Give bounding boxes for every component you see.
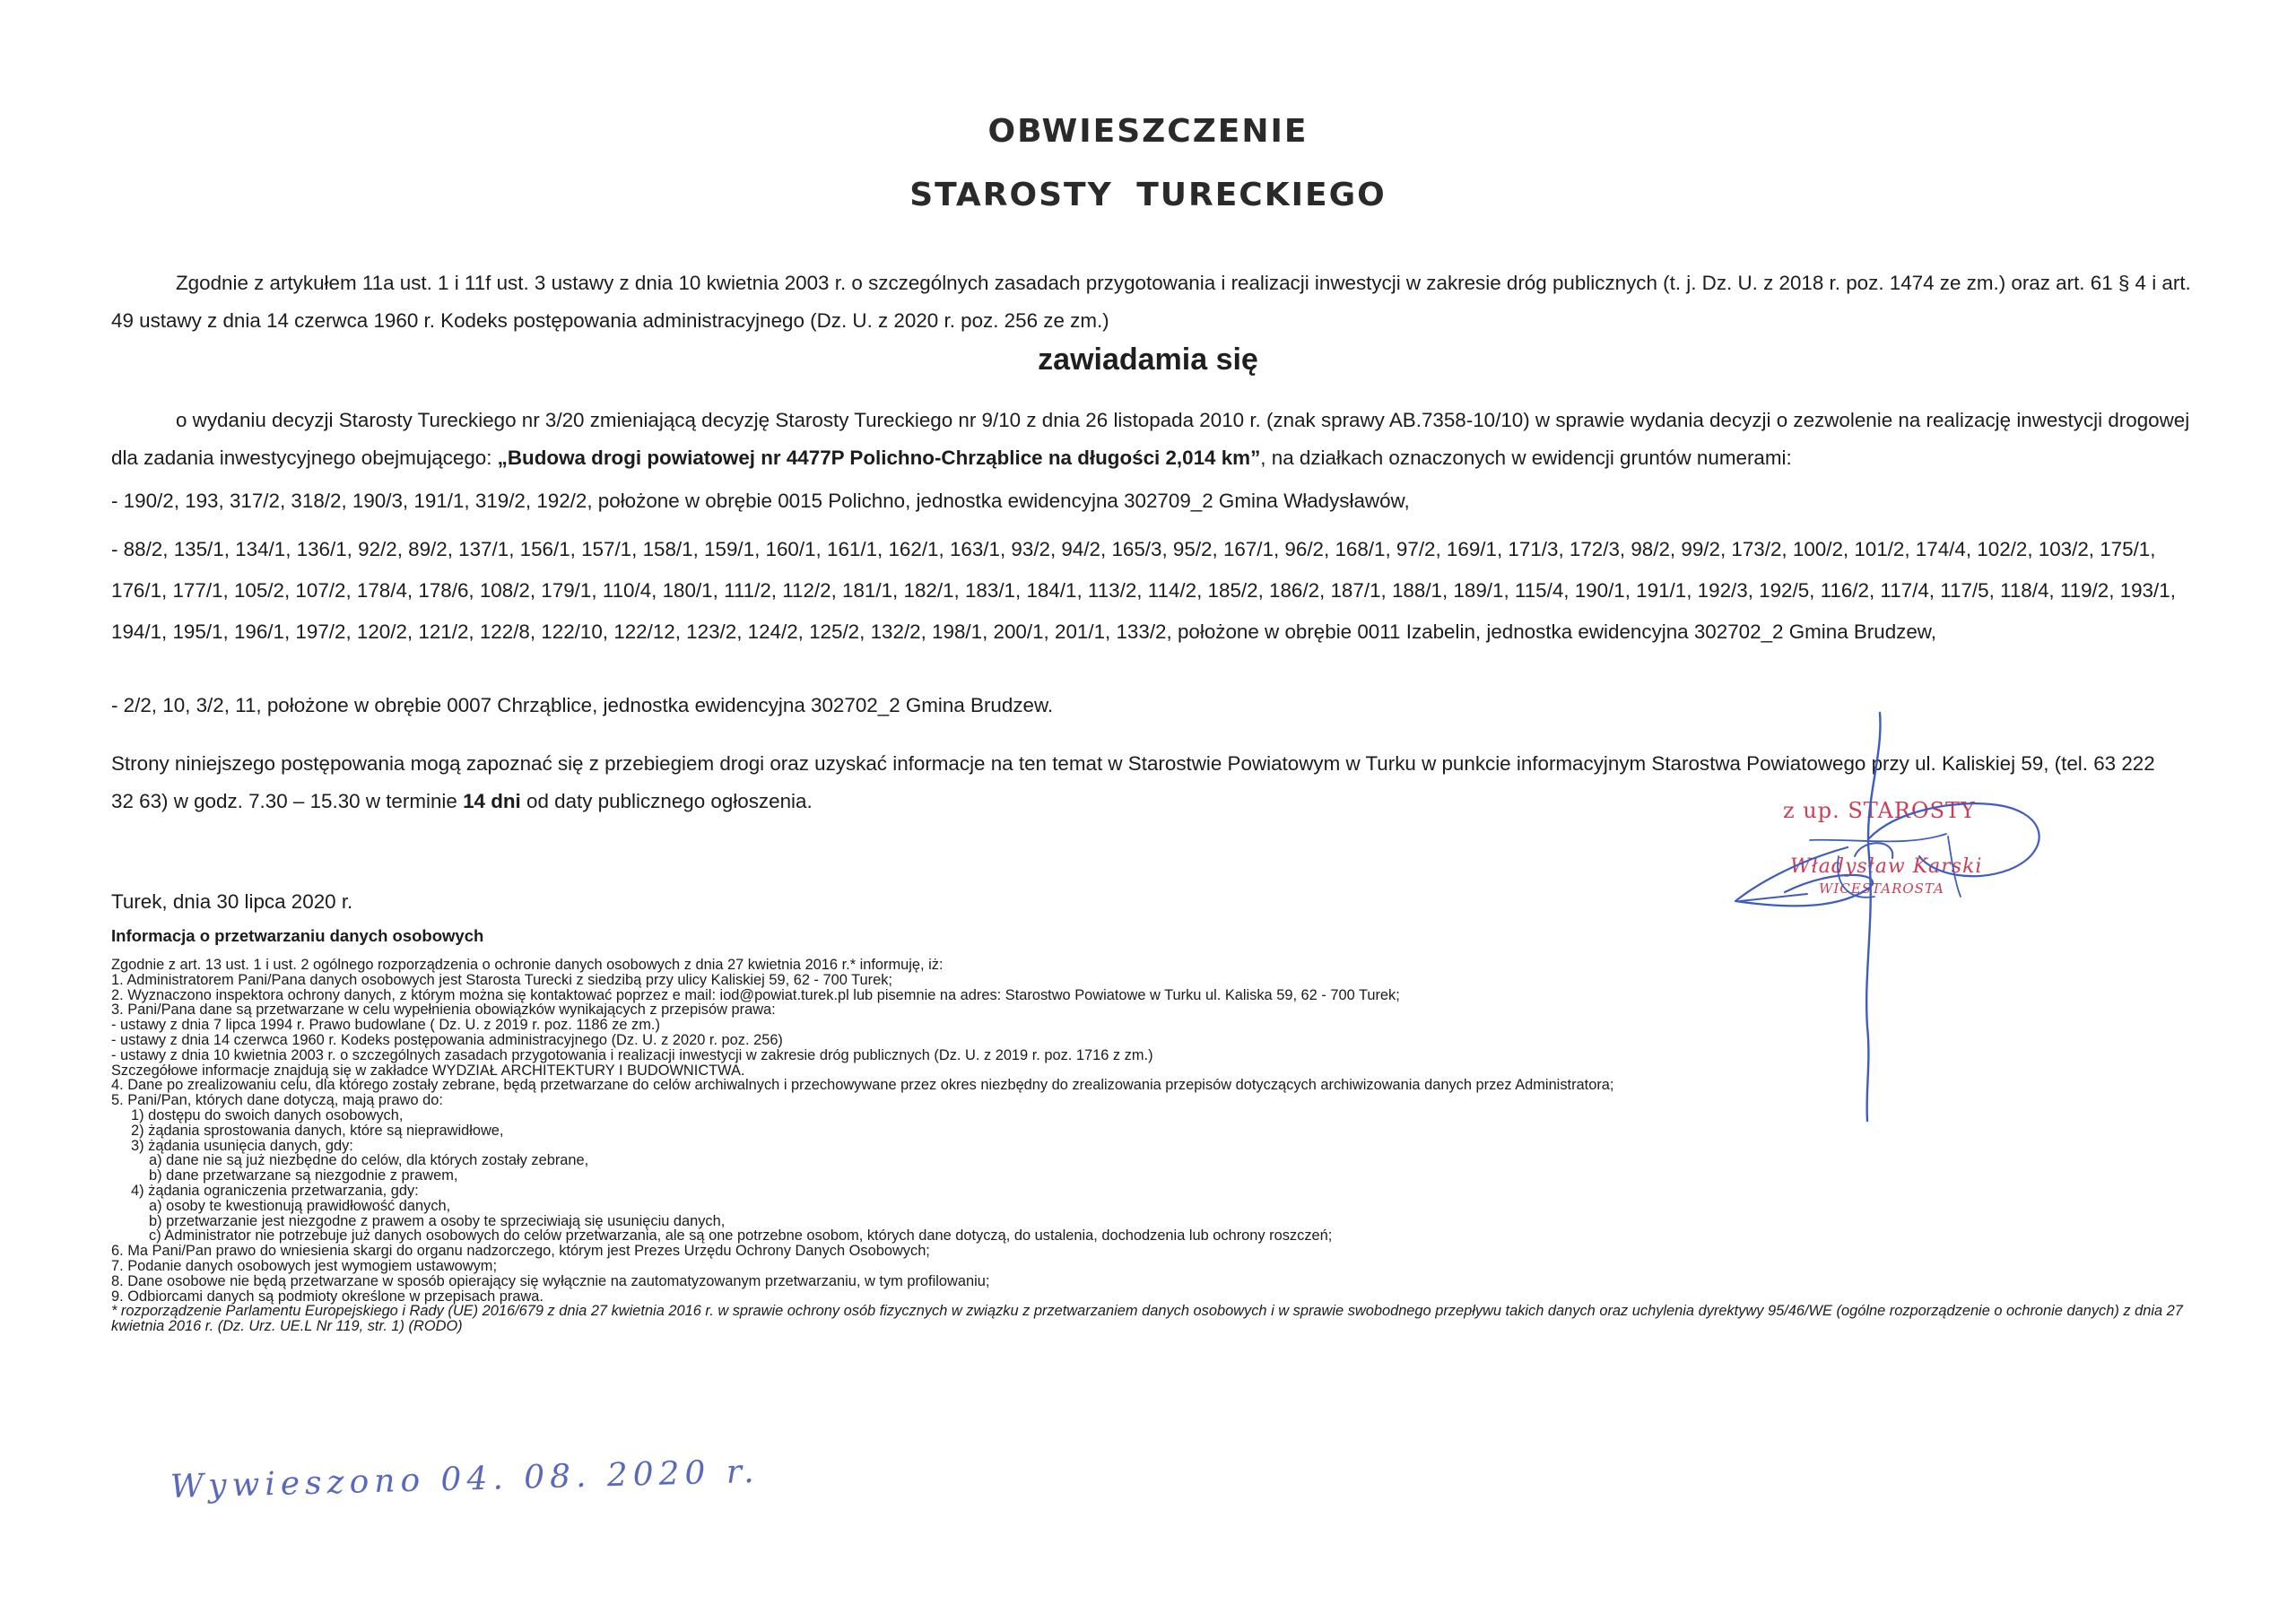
gdpr-line: - ustawy z dnia 10 kwietnia 2003 r. o szczególnych zasadach przygotowania i realizacji inwestycji w zakresie dróg publicznych (Dz. U. z 2019 r. poz. 1716 z zm.) (111, 1046, 1153, 1063)
gdpr-line: a) osoby te kwestionują prawidłowość danych, (149, 1197, 451, 1214)
gdpr-line: 1. Administratorem Pani/Pana danych osobowych jest Starosta Turecki z siedzibą przy ulicy Kaliskiej 59, 62 - 700 Turek; (111, 971, 892, 988)
stamp-name: Władysław Karski (1790, 855, 1983, 878)
gdpr-footnote: * rozporządzenie Parlamentu Europejskiego i Rady (UE) 2016/679 z dnia 27 kwietnia 2016 r. w sprawie ochrony osób fizycznych w związku z przetwarzaniem danych osobowych i w sprawie swobodnego przepływu takich danych oraz uchylenia dyrektywy 95/46/WE (ogólne rozporządzenie o ochronie danych) z dnia 27 kwietnia 2016 r. (Dz. Urz. UE.L Nr 119, str. 1) (RODO) (111, 1303, 2183, 1335)
gdpr-line: c) Administrator nie potrzebuje już danych osobowych do celów przetwarzania, ale są one potrzebne osobom, których dane dotyczą, do ustalenia, dochodzenia lub ochrony roszczeń; (149, 1227, 1333, 1245)
decision-text: o wydaniu decyzji Starosty Tureckiego nr 3/20 zmieniającą decyzję Starosty Tureckiego nr 9/10 z dnia 26 listopada 2010 r. (znak sprawy AB.7358-10/10) w sprawie wydania decyzji o zezwolenie na realizację inwestycji drogowej dla zadania inwestycyjnego obejmującego: (111, 409, 2190, 469)
gdpr-line: Zgodnie z art. 13 ust. 1 i ust. 2 ogólnego rozporządzenia o ochronie danych osobowych z dnia 27 kwietnia 2016 r.* informuję, iż: (111, 957, 944, 973)
gdpr-line: - ustawy z dnia 7 lipca 1994 r. Prawo budowlane ( Dz. U. z 2019 r. poz. 1186 ze zm.) (111, 1017, 660, 1034)
handwritten-signature (1704, 704, 2081, 1125)
document-subtitle: STAROSTY TURECKIEGO (909, 177, 1387, 213)
document-title: OBWIESZCZENIE (987, 113, 1309, 150)
stamp-position: WICESTAROSTA (1819, 880, 1944, 897)
gdpr-line: 6. Ma Pani/Pan prawo do wniesienia skargi do organu nadzorczego, którym jest Prezes Urzędu Ochrony Danych Osobowych; (111, 1243, 930, 1260)
gdpr-line: 2. Wyznaczono inspektora ochrony danych, z którym można się kontaktować poprzez e mail: iod@powiat.turek.pl lub pisemnie na adres: Starostwo Powiatowe w Turku ul. Kaliska 59, 62 - 700 Turek; (111, 986, 1400, 1003)
deadline: 14 dni (463, 790, 521, 812)
stamp-authority: z up. STAROSTY (1783, 798, 1976, 823)
gdpr-line: 8. Dane osobowe nie będą przetwarzane w sposób opierający się wyłącznie na zautomatyzowanym przetwarzaniu, w tym profilowaniu; (111, 1272, 990, 1289)
gdpr-line: 7. Podanie danych osobowych jest wymogiem ustawowym; (111, 1257, 498, 1274)
gdpr-line: 5. Pani/Pan, których dane dotyczą, mają prawo do: (111, 1092, 443, 1109)
information-text: Strony niniejszego postępowania mogą zapoznać się z przebiegiem drogi oraz uzyskać informacje na ten temat w Starostwie Powiatowym w Turku w punkcie informacyjnym Starostwa Powiatowego przy ul. Kaliskiej 59, (tel. 63 222 32 63) w godz. 7.30 – 15.30 w terminie (111, 752, 2155, 812)
parcel-list-polichno: - 190/2, 193, 317/2, 318/2, 190/3, 191/1, 319/2, 192/2, położone w obrębie 0015 Polichno, jednostka ewidencyjna 302709_2 Gmina Władysławów, (111, 490, 1410, 512)
parcel-list-chrzablice: - 2/2, 10, 3/2, 11, położone w obrębie 0007 Chrząblice, jednostka ewidencyjna 302702_2 Gmina Brudzew. (111, 694, 1054, 716)
gdpr-line: 1) dostępu do swoich danych osobowych, (131, 1106, 404, 1123)
signature-strokes (1735, 713, 2039, 1121)
gdpr-line: b) przetwarzanie jest niezgodne z prawem a osoby te sprzeciwiają się usunięciu danych, (149, 1212, 726, 1229)
gdpr-line: 3) żądania usunięcia danych, gdy: (131, 1137, 353, 1154)
gdpr-line: - ustawy z dnia 14 czerwca 1960 r. Kodeks postępowania administracyjnego (Dz. U. z 2020 r. poz. 256) (111, 1031, 783, 1048)
gdpr-line: 2) żądania sprostowania danych, które są nieprawidłowe, (131, 1122, 504, 1139)
gdpr-line: a) dane nie są już niezbędne do celów, dla których zostały zebrane, (149, 1152, 589, 1169)
gdpr-line: b) dane przetwarzane są niezgodnie z prawem, (149, 1167, 458, 1184)
parcel-list-izabelin: - 88/2, 135/1, 134/1, 136/1, 92/2, 89/2, 137/1, 156/1, 157/1, 158/1, 159/1, 160/1, 161/1, 162/1, 163/1, 93/2, 94/2, 165/3, 95/2, 167/1, 96/2, 168/1, 97/2, 169/1, 171/3, 172/3, 98/2, 99/2, 173/2, 100/2, 101/2, 174/4, 102/2, 103/2, 175/1, 176/1, 177/1, 105/2, 107/2, 178/4, 178/6, 108/2, 179/1, 110/4, 180/1, 111/2, 112/2, 181/1, 182/1, 183/1, 184/1, 113/2, 114/2, 185/2, 186/2, 187/1, 188/1, 189/1, 115/4, 190/1, 191/1, 192/3, 192/5, 116/2, 117/4, 117/5, 118/4, 119/2, 193/1, 194/1, 195/1, 196/1, 197/2, 120/2, 121/2, 122/8, 122/10, 122/12, 123/2, 124/2, 125/2, 132/2, 198/1, 200/1, 201/1, 133/2, położone w obrębie 0011 Izabelin, jednostka ewidencyjna 302702_2 Gmina Brudzew, (111, 538, 2176, 643)
legal-basis-paragraph: Zgodnie z artykułem 11a ust. 1 i 11f ust. 3 ustawy z dnia 10 kwietnia 2003 r. o szczególnych zasadach przygotowania i realizacji inwestycji w zakresie dróg publicznych (t. j. Dz. U. z 2018 r. poz. 1474 ze zm.) oraz art. 61 § 4 i art. 49 ustawy z dnia 14 czerwca 1960 r. Kodeks postępowania administracyjnego (Dz. U. z 2020 r. poz. 256 ze zm.) (111, 272, 2191, 332)
gdpr-line: Szczegółowe informacje znajdują się w zakładce WYDZIAŁ ARCHITEKTURY I BUDOWNICTWA. (111, 1062, 745, 1079)
gdpr-line: 4) żądania ograniczenia przetwarzania, gdy: (131, 1182, 419, 1199)
gdpr-heading: Informacja o przetwarzaniu danych osobowych (111, 926, 484, 945)
decision-text-end: , na działkach oznaczonych w ewidencji gruntów numerami: (1260, 447, 1792, 469)
posting-date-handwritten: Wywieszono 04. 08. 2020 r. (170, 1453, 761, 1505)
place-and-date: Turek, dnia 30 lipca 2020 r. (111, 890, 353, 913)
announcement-heading: zawiadamia się (1038, 343, 1258, 377)
investment-name: „Budowa drogi powiatowej nr 4477P Polichno-Chrząblice na długości 2,014 km” (497, 447, 1261, 469)
information-text-end: od daty publicznego ogłoszenia. (520, 790, 813, 812)
gdpr-line: 9. Odbiorcami danych są podmioty określone w przepisach prawa. (111, 1288, 544, 1305)
gdpr-line: 3. Pani/Pana dane są przetwarzane w celu wypełnienia obowiązków wynikających z przepisów prawa: (111, 1002, 776, 1019)
gdpr-line: 4. Dane po zrealizowaniu celu, dla którego zostały zebrane, będą przetwarzane do celów archiwalnych i przechowywane przez okres niezbędny do zrealizowania przepisów dotyczących archiwizowania danych przez Administratora; (111, 1077, 1614, 1094)
decision-paragraph (111, 402, 2194, 477)
